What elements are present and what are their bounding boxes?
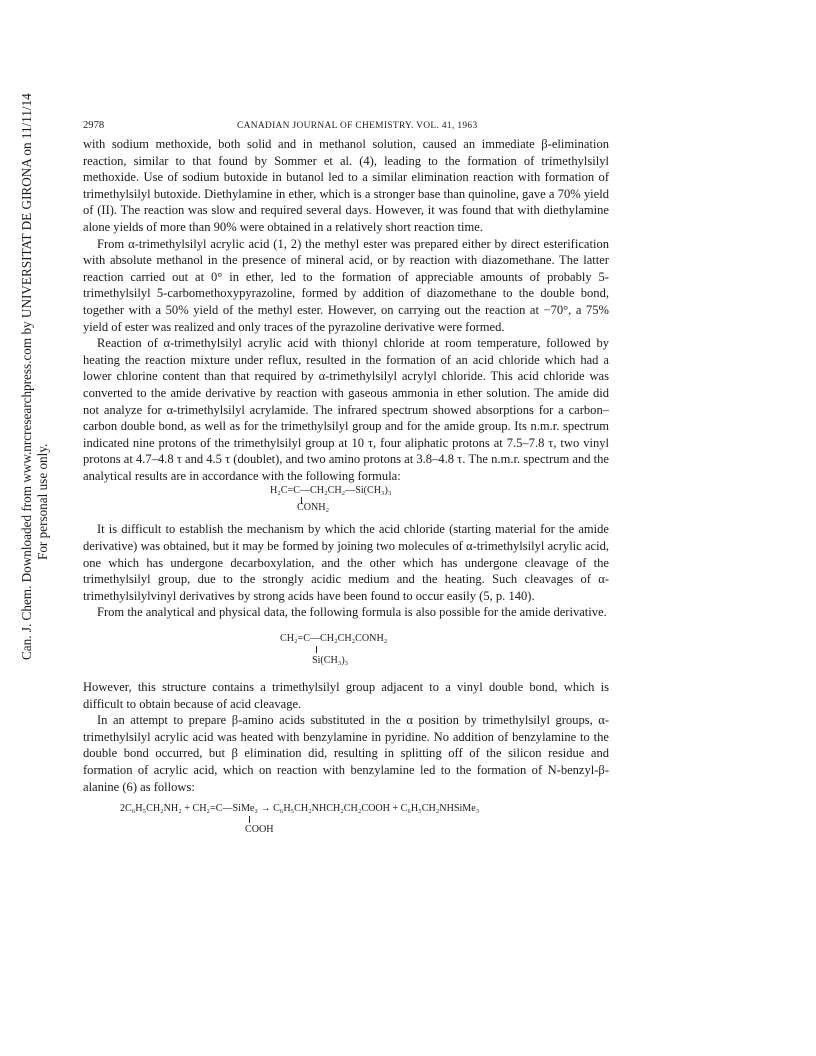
personal-use-line: For personal use only.	[35, 443, 50, 560]
running-header	[83, 120, 609, 134]
formula-reaction-equation	[83, 799, 609, 837]
paragraph-4: It is difficult to establish the mechanism by which the acid chloride (starting material for the amide derivative) was obtained, but it may be formed by joining two molecules of α-trimethylsilyl acrylic acid, one which has undergone decarboxylation, and the other which has undergone cleavage of the trimethylsilyl group, due to the strongly acidic medium and the heating. Such cleavages of α-trimethylsilylvinyl derivatives by strong acids have been found to occur easily (5, p. 140).	[83, 522, 609, 603]
page-number: 2978	[83, 120, 105, 131]
paragraph-7: In an attempt to prepare β-amino acids substituted in the α position by trimethylsilyl groups, α-trimethylsilyl acrylic acid was heated with benzylamine in pyridine. No addition of benzylamine to the double bond occurred, but β elimination did, resulting in splitting off of the silicon residue and formation of acrylic acid, which on reaction with benzylamine led to the formation of N-benzyl-β-alanine (6) as follows:	[83, 713, 609, 794]
formula-main-chain: 2C₆H₅CH₂NH₂ + CH₂=C—SiMe₃ → C₆H₅CH₂NHCH₂CH₂COOH + C₆H₅CH₂NHSiMe₃	[120, 803, 480, 815]
formula-alternative-structure	[83, 627, 609, 673]
formula-main-chain: CH₂=C—CH₂CH₂CONH₂	[280, 633, 388, 645]
formula-substituent: COOH	[245, 824, 274, 836]
download-notice-line: Can. J. Chem. Downloaded from www.nrcresearchpress.com by UNIVERSITAT DE GIRONA on 11/11/14	[19, 93, 34, 660]
paragraph-3: Reaction of α-trimethylsilyl acrylic acid with thionyl chloride at room temperature, followed by heating the reaction mixture under reflux, resulted in the formation of an acid chloride which had a lower chlorine content than that required by α-trimethylsilyl acrylyl chloride. This acid chloride was converted to the amide derivative by reaction with gaseous ammonia in ether solution. The amide did not analyze for α-trimethylsilyl acrylamide. The infrared spectrum showed absorptions for a carbon–carbon double bond, as well as for the trimethylsilyl group and for the amide group. Its n.m.r. spectrum indicated nine protons of the trimethylsilyl group at 10 τ, four aliphatic protons at 7.5–7.8 τ, two vinyl protons at 4.7–4.8 τ and 4.5 τ (doublet), and two amino protons at 3.8–4.8 τ. The n.m.r. spectrum and the analytical results are in accordance with the following formula:	[83, 336, 609, 483]
journal-title: CANADIAN JOURNAL OF CHEMISTRY. VOL. 41, 1963	[237, 121, 478, 131]
download-watermark	[2, 93, 50, 660]
formula-bond	[249, 816, 250, 823]
paragraph-6: However, this structure contains a trimethylsilyl group adjacent to a vinyl double bond, which is difficult to obtain because of acid cleavage.	[83, 680, 609, 711]
formula-bond	[316, 646, 317, 653]
paragraph-1: with sodium methoxide, both solid and in methanol solution, caused an immediate β-elimination reaction, similar to that found by Sommer et al. (4), leading to the formation of trimethylsilyl methoxide. Use of sodium butoxide in butanol led to a similar elimination reaction with formation of trimethylsilyl butoxide. Diethylamine in ether, which is a stronger base than quinoline, gave a 70% yield of (II). The reaction was slow and required several days. However, it was found that with diethylamine alone yields of more than 90% were obtained in a relatively short reaction time.	[83, 137, 609, 234]
formula-substituent: CONH₂	[297, 502, 330, 514]
formula-main-chain: H₂C=C—CH₂CH₂—Si(CH₃)₃	[270, 485, 392, 497]
paragraph-2: From α-trimethylsilyl acrylic acid (1, 2) the methyl ester was prepared either by direct esterification with absolute methanol in the presence of mineral acid, or by reaction with diazomethane. The latter reaction carried out at 0° in ether, led to the formation of appreciable amounts of probably 5-trimethylsilyl 5-carbomethoxypyrazoline, formed by addition of diazomethane to the double bond, together with a 50% yield of the methyl ester. However, on carrying out the reaction at −70°, a 75% yield of ester was realized and only traces of the pyrazoline derivative were formed.	[83, 236, 609, 334]
formula-substituent: Si(CH₃)₃	[312, 655, 349, 667]
page-body	[83, 120, 609, 837]
formula-amide-structure	[83, 485, 609, 513]
paragraph-5: From the analytical and physical data, the following formula is also possible for the amide derivative.	[97, 605, 607, 620]
